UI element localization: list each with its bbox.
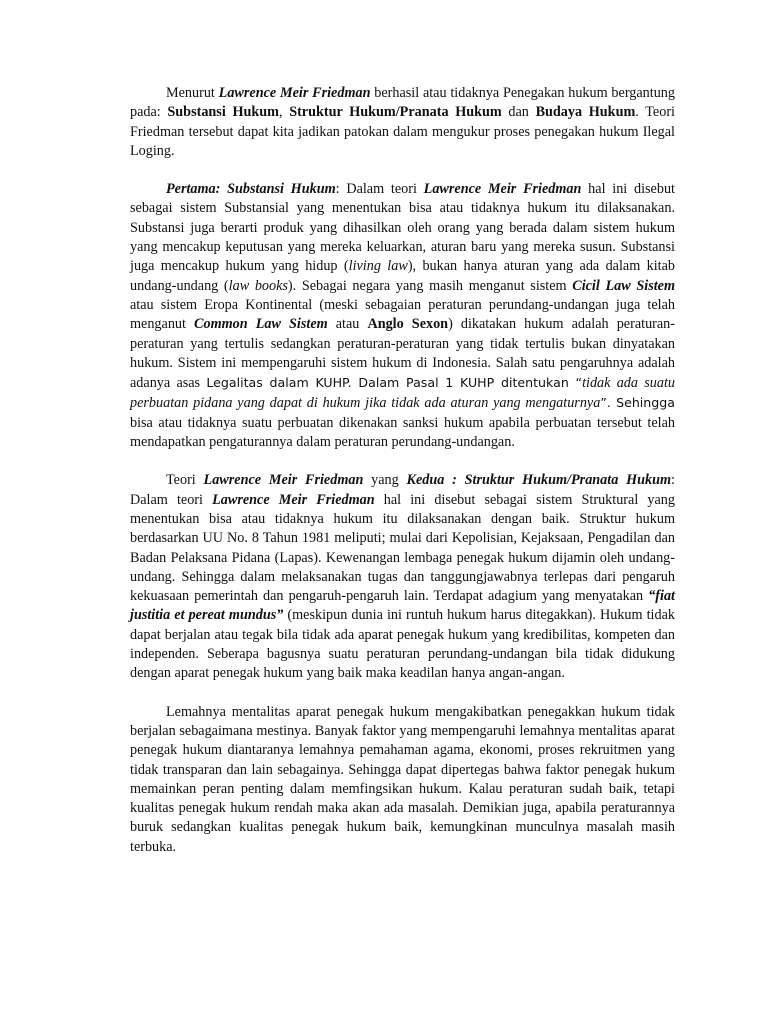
text-run: Cicil Law Sistem <box>572 277 675 294</box>
text-run: atau sistem Eropa Kontinental (meski sebagaian peraturan perundang-undangan juga telah menganut <box>130 296 675 333</box>
text-run: Lawrence Meir Friedman <box>212 491 375 508</box>
text-run: “fiat justitia et pereat mundus” <box>130 588 675 624</box>
text-run: dan <box>501 104 536 121</box>
text-run: Menurut <box>166 85 219 101</box>
text-run: ) dikatakan hukum adalah peraturan-peraturan yang tertulis sedangkan peraturan-peraturan yang tidak tertulis bukan dinyatakan hukum. Sistem ini mempengaruhi sistem hukum di Indonesia. Salah satu pengaruhnya adalah adanya asas <box>130 316 675 392</box>
text-run: yang <box>363 472 407 489</box>
text-run: hal ini disebut sebagai sistem Substansial yang menentukan bisa atau tidaknya hukum itu dilaksanakan. Substansi juga berarti produk yang dihasilkan oleh orang yang berada dalam sistem hukum yang mencakup keputusan yang mereka keluarkan, aturan baru yang mereka susun. Substansi juga mencakup hukum yang hidup ( <box>130 181 675 275</box>
text-run: Budaya Hukum <box>535 104 636 121</box>
text-run: ), bukan hanya aturan yang ada dalam kitab undang-undang ( <box>130 258 675 294</box>
text-run: Lawrence Meir Friedman <box>423 181 582 198</box>
text-run: Lawrence Meir Friedman <box>203 472 364 489</box>
paragraph-substansi-hukum <box>130 180 675 452</box>
text-run: Substansi Hukum <box>167 104 279 121</box>
text-run: (meskipun dunia ini runtuh hukum harus ditegakkan). Hukum tidak dapat berjalan atau tegak bila tidak ada aparat penegak hukum yang kredibilitas, kompeten dan independen. Seberapa bagusnya suatu peraturan perundang-undangan bila tidak didukung dengan aparat penegak hukum yang baik maka keadilan hanya angan-angan. <box>130 607 675 682</box>
text-run: Legalitas dalam KUHP. Dalam Pasal 1 KUHP ditentukan “ <box>206 375 583 391</box>
text-run: bisa atau tidaknya suatu perbuatan dikenakan sanksi hukum apabila perbuatan tersebut telah mendapatkan pengaturannya dalam peraturan perundang-undangan. <box>130 414 675 451</box>
document-page <box>130 84 675 876</box>
text-run: Kedua : Struktur Hukum/Pranata Hukum <box>406 472 672 489</box>
text-run: tidak ada suatu perbuatan pidana yang dapat di hukum jika tidak ada aturan yang mengaturnya <box>130 375 675 412</box>
text-run: . Teori Friedman tersebut dapat kita jadikan patokan dalam mengukur proses penegakan hukum Ilegal Loging. <box>130 104 675 159</box>
text-run: Common Law Sistem <box>194 316 328 333</box>
text-run: ”. Sehingga <box>600 395 675 411</box>
text-run: living law <box>348 258 408 275</box>
paragraph-friedman-intro <box>130 84 675 161</box>
text-run: Anglo Sexon <box>367 316 449 333</box>
text-run: law books <box>228 277 288 294</box>
text-run: hal ini disebut sebagai sistem Struktural yang menentukan bisa atau tidaknya hukum itu dilaksanakan dengan baik. Struktur hukum berdasarkan UU No. 8 Tahun 1981 meliputi; mulai dari Kepolisian, Kejaksaan, Pengadilan dan Badan Pelaksana Pidana (Lapas). Kewenangan lembaga penegak hukum dijamin oleh undang-undang. Sehingga dalam melaksanakan tugas dan tanggungjawabnya terlepas dari pengaruh kekuasaan pemerintah dan pengaruh-pengaruh lain. Terdapat adagium yang menyatakan <box>130 491 675 605</box>
paragraph-mentalitas-aparat <box>130 703 675 857</box>
text-run: Struktur Hukum/Pranata Hukum <box>289 104 502 121</box>
text-run: Lawrence Meir Friedman <box>218 85 371 101</box>
text-run: atau <box>327 316 368 333</box>
paragraph-struktur-hukum <box>130 471 675 683</box>
text-run: : Dalam teori <box>335 181 424 198</box>
text-run: : Dalam teori <box>130 472 675 508</box>
text-run: Lemahnya mentalitas aparat penegak hukum mengakibatkan penegakkan hukum tidak berjalan sebagaimana mestinya. Banyak faktor yang mempengaruhi lemahnya mentalitas aparat penegak hukum diantaranya lemahnya pemahaman agama, ekonomi, proses rekruitmen yang tidak transparan dan lain sebagainya. Sehingga dapat dipertegas bahwa faktor penegak hukum memainkan peran penting dalam memfingsikan hukum. Kalau peraturan sudah baik, tetapi kualitas penegak hukum rendah maka akan ada masalah. Demikian juga, apabila peraturannya buruk sedangkan kualitas penegak hukum baik, kemungkinan munculnya masalah masih terbuka. <box>130 703 675 855</box>
text-run: ). Sebagai negara yang masih menganut sistem <box>287 277 573 294</box>
text-run: berhasil atau tidaknya Penegakan hukum bergantung pada: <box>130 85 675 121</box>
text-run: Pertama: Substansi Hukum <box>166 181 336 198</box>
text-run: Teori <box>166 472 204 489</box>
text-run: , <box>278 104 290 121</box>
